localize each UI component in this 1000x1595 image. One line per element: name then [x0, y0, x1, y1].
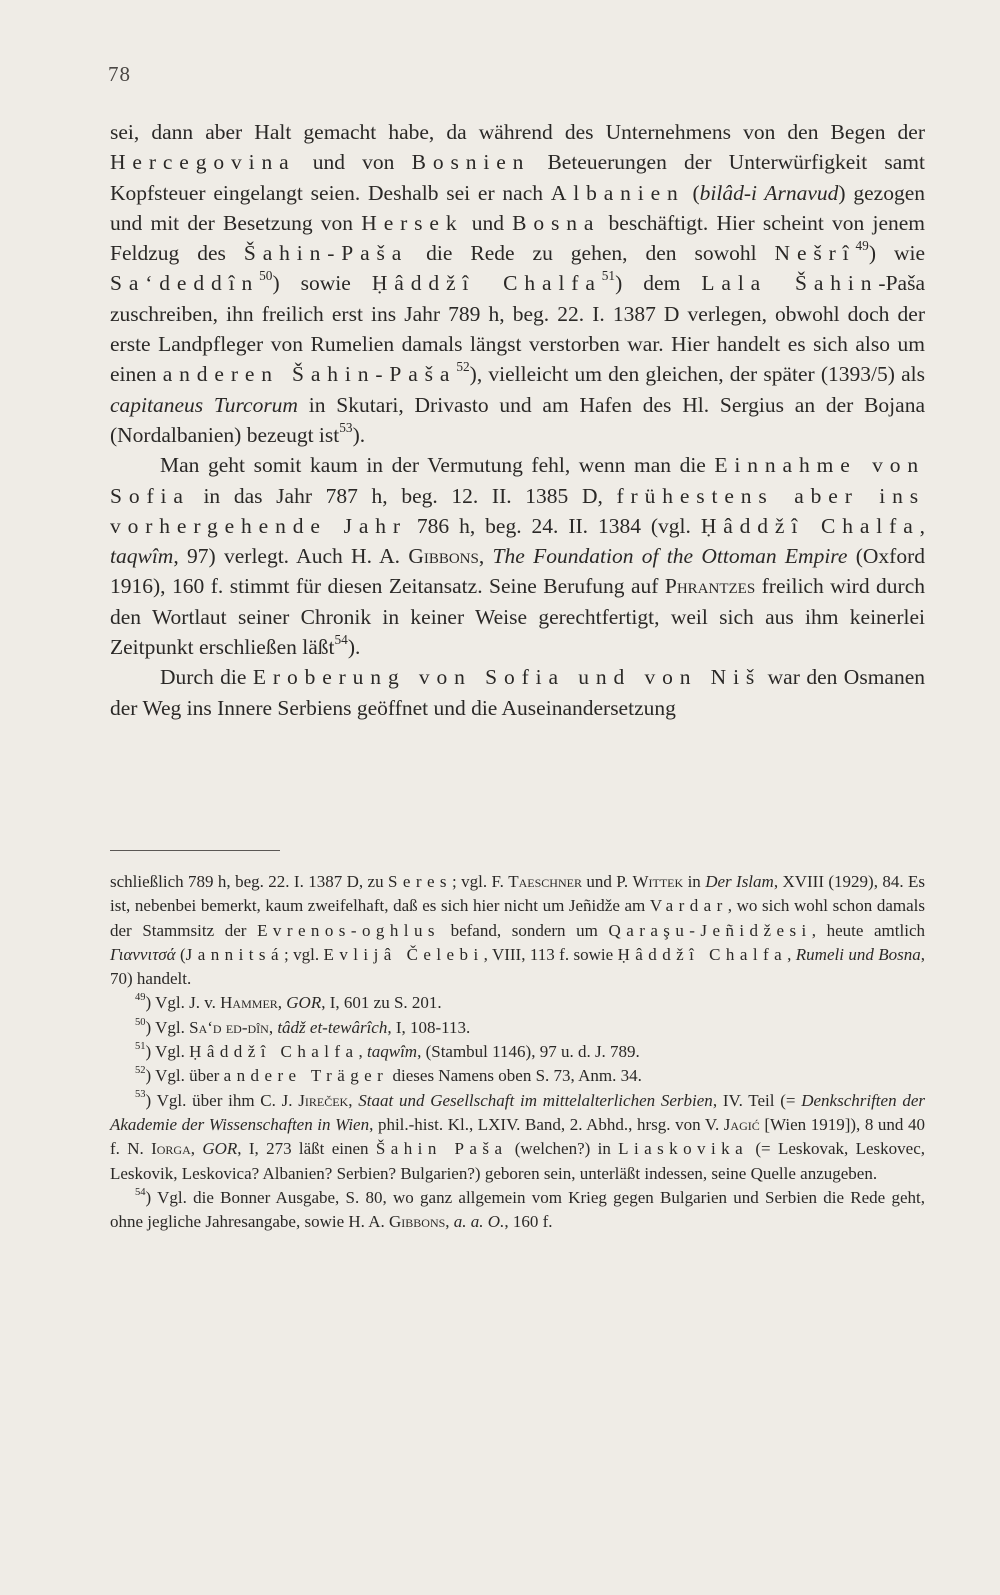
- text-segment: Seres: [387, 872, 452, 891]
- text-segment: Nešrî: [774, 241, 856, 266]
- text-segment: , phil.-hist. Kl., LXIV. Band, 2. Abhd., hrsg. von V.: [369, 1114, 724, 1134]
- text-segment: Phrantzes: [664, 574, 756, 599]
- text-segment: Beteuerungen der Unterwürfigkeit samt Kopfsteuer eingelangt seien. Deshalb sei er nach: [110, 150, 926, 205]
- text-segment: ,: [268, 1017, 278, 1037]
- text-segment: beschäftigt. Hier scheint von jenem Feldzug des: [110, 210, 926, 266]
- footnote-marker: 49: [855, 238, 869, 254]
- footnote-51: [110, 1040, 925, 1064]
- text-segment: ).: [347, 635, 361, 660]
- text-segment: Rumeli und Bosna: [795, 944, 921, 964]
- text-segment: Evlijâ Čelebi: [323, 944, 484, 964]
- footnote-marker: 53: [339, 419, 353, 435]
- text-segment: ) gezogen und mit der Besetzung von: [110, 180, 926, 235]
- text-segment: sei, dann aber Halt gemacht habe, da während des Unternehmens von den Begen der: [110, 120, 925, 144]
- text-segment: , I, 108-113.: [387, 1017, 471, 1037]
- footnote-marker: 50: [259, 268, 273, 284]
- text-segment: ,: [277, 993, 287, 1013]
- text-segment: und von: [295, 150, 412, 175]
- footnote-divider: [110, 850, 280, 851]
- text-segment: , (Stambul 1146), 97 u. d. J. 789.: [417, 1042, 640, 1062]
- text-segment: Sa‘d ed-dîn: [189, 1017, 269, 1037]
- footnote-53: [110, 1089, 925, 1186]
- text-segment: Einnahme von Sofia: [110, 453, 925, 508]
- text-segment: Iorga: [151, 1139, 191, 1159]
- text-segment: , IV. Teil (=: [712, 1090, 802, 1110]
- text-segment: (Oxford 1916), 160 f. stimmt für diesen Zeitansatz. Seine Berufung auf: [110, 544, 925, 599]
- text-segment: tâdž et-tewârîch: [277, 1017, 388, 1037]
- body-paragraph-3: [110, 662, 925, 723]
- text-segment: Ḥâddžî Chalfa: [189, 1042, 359, 1062]
- footnote-50: [110, 1016, 925, 1040]
- text-segment: [Wien 1919]), 8 und 40 f. N.: [110, 1114, 926, 1159]
- text-segment: ) dem: [615, 271, 702, 296]
- text-segment: , VIII, 113 f. sowie: [483, 944, 618, 964]
- text-segment: (: [175, 944, 186, 964]
- footnote-marker: 52: [135, 1065, 146, 1077]
- text-segment: Lala Šahin: [701, 271, 879, 296]
- text-segment: Der Islam: [705, 872, 774, 891]
- footnote-marker: 51: [135, 1040, 146, 1052]
- text-segment: Wittek: [632, 872, 684, 891]
- text-segment: ) wie: [868, 241, 926, 266]
- text-segment: 786 h, beg. 24. II. 1384 (vgl.: [406, 513, 701, 538]
- text-segment: ,: [358, 1042, 368, 1062]
- text-segment: Ḥâddžî Chalfa: [700, 513, 920, 538]
- footnote-marker: 54: [334, 631, 348, 647]
- footnote-marker: 49: [135, 992, 146, 1004]
- text-segment: ) Vgl. die Bonner Ausgabe, S. 80, wo ganz allgemein vom Krieg gegen Bulgarien und Serbien die Rede geht, ohne jegliche Jahresangabe, sowie H. A.: [110, 1187, 925, 1232]
- text-segment: befand, sondern um: [439, 920, 609, 940]
- text-segment: GOR: [202, 1139, 238, 1159]
- footnote-marker: 52: [456, 359, 470, 375]
- text-segment: Eroberung von Sofia und von Niš: [252, 665, 762, 690]
- text-segment: anderen Šahin-Paša: [162, 362, 457, 387]
- text-segment: war den Osmanen der Weg ins Innere Serbiens geöffnet und die Auseinandersetzung: [110, 665, 926, 720]
- footnote-54: [110, 1186, 925, 1235]
- text-segment: Denkschriften der Akademie der Wissenschaften in Wien: [110, 1090, 925, 1134]
- text-segment: in: [683, 872, 706, 891]
- footnote-52: [110, 1064, 925, 1088]
- text-segment: freilich wird durch den Wortlaut seiner Chronik in keiner Weise gerechtfertigt, weil sich aus ihm keinerlei Zeitpunkt erschließen läßt: [110, 574, 926, 660]
- text-segment: taqwîm: [110, 544, 174, 569]
- page-number: 78: [108, 62, 131, 86]
- text-segment: dieses Namens oben S. 73, Anm. 34.: [388, 1066, 642, 1086]
- text-segment: Γιαννιτσά: [110, 944, 176, 964]
- text-segment: bilâd-i Arnavud: [699, 180, 839, 205]
- text-segment: ) Vgl.: [145, 1017, 190, 1037]
- text-segment: Hammer: [220, 993, 278, 1013]
- text-segment: Jagić: [723, 1114, 760, 1134]
- text-segment: und P.: [581, 872, 633, 891]
- text-segment: Albanien: [550, 180, 685, 205]
- text-segment: , XVIII (1929), 84. Es ist, nebenbei bemerkt, kaum zweifelhaft, daß es sich hier nicht um Jeñidže am: [110, 872, 925, 916]
- text-segment: ), vielleicht um den gleichen, der später (1393/5) als: [469, 362, 925, 387]
- text-segment: in das Jahr 787 h, beg. 12. II. 1385 D,: [189, 483, 617, 508]
- text-segment: Jireček: [298, 1090, 349, 1110]
- text-segment: ,: [478, 544, 493, 569]
- text-segment: Gibbons: [389, 1212, 446, 1232]
- text-segment: Sa‘deddîn: [110, 271, 260, 296]
- body-paragraph-2: [110, 450, 925, 662]
- text-segment: Durch die: [160, 665, 253, 690]
- text-segment: in Skutari, Drivasto und am Hafen des Hl. Sergius an der Bojana (Nordalbanien) bezeugt ist: [110, 392, 925, 447]
- text-segment: ,: [445, 1212, 454, 1232]
- text-segment: schließlich 789 h, beg. 22. I. 1387 D, zu: [110, 872, 388, 891]
- text-segment: Ḥâddžî Chalfa: [371, 271, 602, 296]
- text-segment: , heute amtlich: [811, 920, 925, 940]
- text-segment: ) Vgl.: [145, 1042, 190, 1062]
- text-segment: ) Vgl. über: [145, 1066, 224, 1086]
- text-segment: ,: [190, 1139, 203, 1159]
- footnote-marker: 54: [135, 1186, 146, 1198]
- text-segment: Jannitsá: [185, 944, 284, 964]
- footnote-marker: 53: [135, 1089, 146, 1101]
- footnote-marker: 50: [135, 1016, 146, 1028]
- text-segment: , 97) verlegt. Auch H. A.: [173, 544, 409, 569]
- text-segment: Vardar: [649, 896, 728, 916]
- text-segment: ,: [787, 944, 796, 964]
- text-segment: Šahin-Paša: [243, 241, 409, 266]
- text-segment: ,: [919, 513, 925, 538]
- text-segment: Qaraşu-Jeñidžesi: [608, 920, 812, 940]
- text-segment: ; vgl. F.: [452, 872, 509, 891]
- text-segment: The Foundation of the Ottoman Empire: [492, 544, 848, 569]
- text-segment: ; vgl.: [283, 944, 324, 964]
- text-segment: ) sowie: [272, 271, 372, 296]
- text-segment: Man geht somit kaum in der Vermutung fehl, wenn man die: [160, 453, 715, 478]
- text-segment: (: [684, 180, 700, 205]
- main-text: [110, 117, 925, 723]
- text-segment: a. a. O.: [453, 1212, 505, 1232]
- text-segment: , wo sich wohl schon damals der Stammsitz der: [110, 896, 925, 940]
- text-segment: Gibbons: [408, 544, 479, 569]
- text-segment: Bosnien: [411, 150, 531, 175]
- text-segment: andere Träger: [223, 1066, 389, 1086]
- text-segment: Staat und Gesellschaft im mittelalterlichen Serbien: [358, 1090, 713, 1110]
- text-segment: , 70) handelt.: [110, 944, 926, 989]
- text-segment: capitaneus Turcorum: [110, 392, 298, 417]
- text-segment: GOR: [286, 993, 322, 1013]
- text-segment: Hercegovina: [110, 150, 296, 175]
- text-segment: frühestens aber ins vorhergehende Jahr: [110, 483, 926, 538]
- footnote-continuation: [110, 870, 925, 991]
- footnote-marker: 51: [601, 268, 616, 284]
- text-segment: taqwîm: [367, 1042, 418, 1062]
- text-segment: , I, 601 zu S. 201.: [321, 993, 442, 1013]
- text-segment: ).: [352, 422, 366, 447]
- text-segment: Ḥâddžî Chalfa: [617, 944, 788, 964]
- text-segment: ,: [348, 1090, 359, 1110]
- text-segment: Šahin Paša: [375, 1139, 508, 1159]
- text-segment: Liaskovika: [618, 1139, 749, 1159]
- footnotes: [110, 870, 925, 1234]
- footnote-49: [110, 991, 925, 1015]
- text-segment: Taeschner: [508, 872, 582, 891]
- text-segment: -Paša zuschreiben, ihn freilich erst ins Jahr 789 h, beg. 22. I. 1387 D verlegen, obwohl doch der erste Landpfleger von Rumelien damals längst verstorben war. Hier handelt es sich also um einen: [110, 271, 925, 387]
- text-segment: ) Vgl. J. v.: [145, 993, 221, 1013]
- text-segment: (= Leskovak, Leskovec, Leskovik, Leskovica? Albanien? Serbien? Bulgarien?) geboren sein, unterläßt indessen, seine Quelle anzugeben.: [110, 1139, 926, 1183]
- text-segment: ) Vgl. über ihm C. J.: [145, 1090, 299, 1110]
- text-segment: (welchen?) in: [507, 1139, 619, 1159]
- text-segment: Hersek: [361, 210, 464, 235]
- body-paragraph-1: [110, 117, 925, 450]
- text-segment: Evrenos-oghlus: [257, 920, 440, 940]
- text-segment: die Rede zu gehen, den sowohl: [408, 241, 775, 266]
- text-segment: , 160 f.: [504, 1212, 553, 1232]
- text-segment: , I, 273 läßt einen: [237, 1139, 376, 1159]
- text-segment: und: [463, 210, 513, 235]
- text-segment: Bosna: [512, 210, 601, 235]
